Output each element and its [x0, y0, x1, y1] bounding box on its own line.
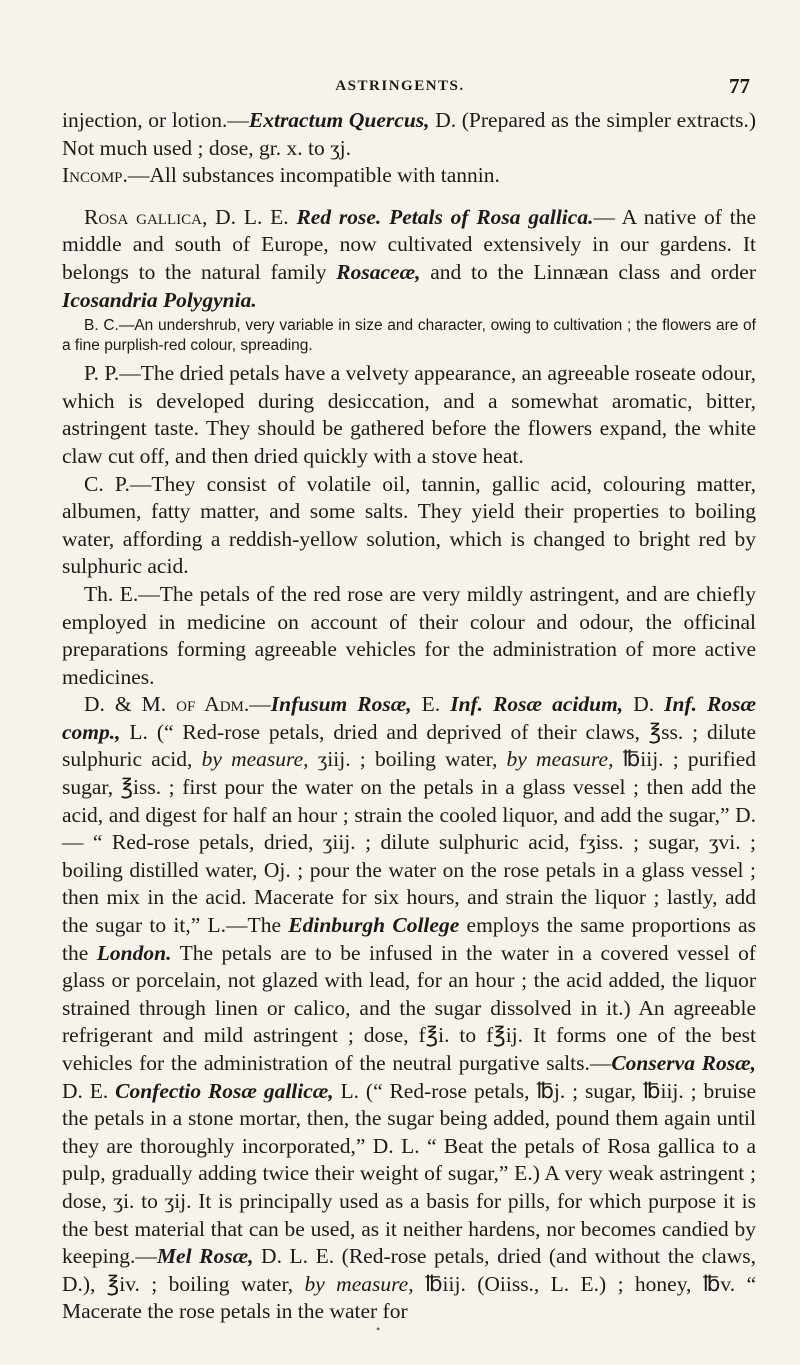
paragraph-therapeutic-effects: Th. E.—The petals of the red rose are very mildly astringent, and are chiefly employed in medicine on account of their colour and odour, the officinal preparations forming agreeable vehicles for the administration of more active medicines. — [62, 581, 756, 689]
page-number: 77 — [729, 74, 750, 98]
paragraph-incomp: injection, or lotion.—Extractum Quercus, D. (Prepared as the simpler extracts.) Not much used ; dose, gr. x. to ʒj. Incomp.—All substances incompatible with tannin. — [62, 108, 756, 188]
rosa-label: Rosa gallica, — [84, 204, 208, 229]
paragraph-chemical-properties: C. P.—They consist of volatile oil, tannin, gallic acid, colouring matter, albumen, fatty matter, and some salts. They yield their properties to boiling water, affording a reddish-yellow solution, which is changed to bright red by sulphuric acid. — [62, 471, 756, 579]
paragraph-doses-and-administration: D. & M. of Adm.—Infusum Rosæ, E. Inf. Rosæ acidum, D. Inf. Rosæ comp., L. (“ Red-rose petals, dried and deprived of their claws, ℥ss. ; dilute sulphuric acid, by measure, ʒiij. ; boiling water, by measure, ℔iij. ; purified sugar, ℥iss. ; first pour the water on the petals in a glass vessel ; then add the acid, and digest for half an hour ; strain the cooled liquor, and add the sugar,” D.— “ Red-rose petals, dried, ʒiij. ; dilute sulphuric acid, fʒiss. ; sugar, ʒvi. ; boiling distilled water, Oj. ; pour the water on the rose petals in a glass vessel ; then mix in the acid. Macerate for six hours, and strain the liquor ; lastly, add the sugar to it,” L.—The Edinburgh College employs the same proportions as the London. The petals are to be infused in the water in a covered vessel of glass or porcelain, not glazed with lead, for an hour ; the acid added, the liquor strained through linen or calico, and the sugar dissolved in it.) An agreeable refrigerant and mild astringent ; dose, f℥i. to f℥ij. It forms one of the best vehicles for the administration of the neutral purgative salts.—Conserva Rosæ, D. E. Confectio Rosæ gallicæ, L. (“ Red-rose petals, ℔j. ; sugar, ℔iij. ; bruise the petals in a stone mortar, then, the sugar being added, pound them again until they are thoroughly incorporated,” D. L. “ Beat the petals of Rosa gallica to a pulp, gradually adding twice their weight of sugar,” E.) A very weak astringent ; dose, ʒi. to ʒij. It is principally used as a basis for pills, for which purpose it is the best material that can be used, as it neither hardens, nor becomes candied by keeping.—Mel Rosæ, D. L. E. (Red-rose petals, dried (and without the claws, D.), ℥iv. ; boiling water, by measure, ℔iij. (Oiiss., L. E.) ; honey, ℔v. “ Macerate the rose petals in the water for — [62, 692, 757, 1324]
page-header — [0, 74, 800, 108]
paragraph-physical-properties: P. P.—The dried petals have a velvety appearance, an agreeable roseate odour, which is developed during desiccation, and a somewhat aromatic, bitter, astringent taste. They should be gathered before the flowers expand, the white claw cut off, and then dried quickly with a stove heat. — [62, 361, 756, 468]
paragraph-botanical-characters: B. C.—An undershrub, very variable in size and character, owing to cultivation ; the flowers are of a fine purplish-red colour, spreading. — [62, 317, 756, 355]
paragraph-rosa-gallica: Rosa gallica, D. L. E. Red rose. Petals of Rosa gallica.— A native of the middle and south of Europe, now cultivated extensively in our gardens. It belongs to the natural family Rosaceæ, and to the Linnæan class and order Icosandria Polygynia. — [62, 204, 757, 312]
running-title: ASTRINGENTS. — [335, 78, 465, 94]
footer-mark: • — [376, 1322, 381, 1336]
body-text — [62, 107, 756, 1326]
incomp-label: Incomp. — [62, 163, 128, 188]
